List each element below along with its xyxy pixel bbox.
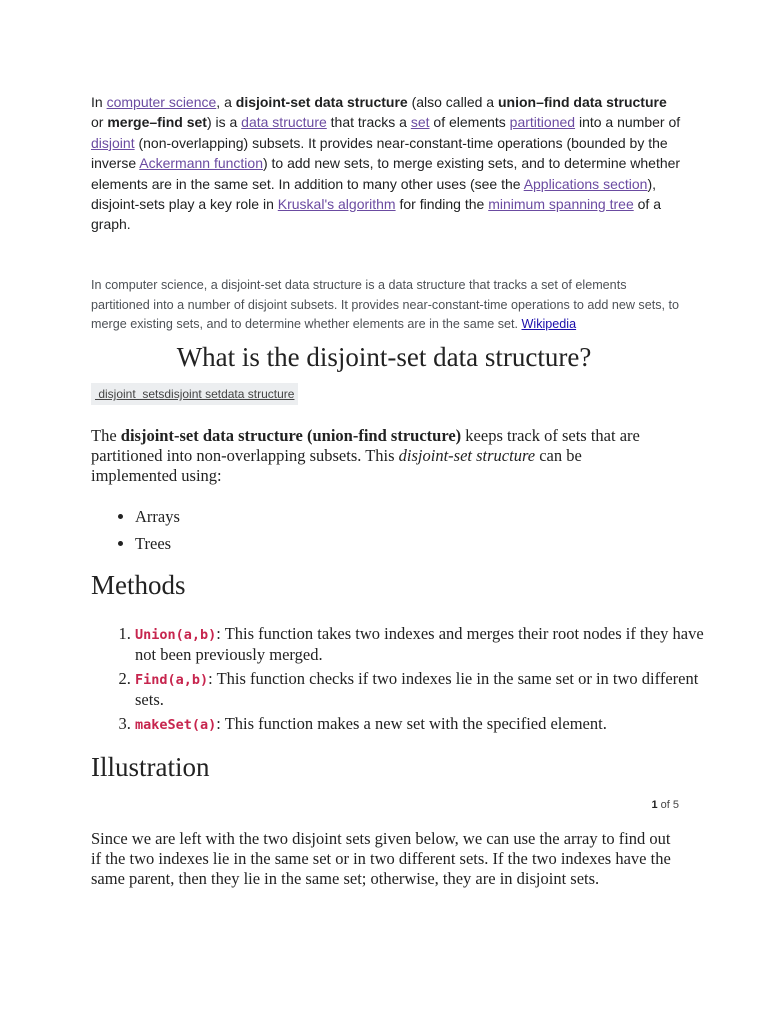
text: can be implemented using: <box>91 446 582 485</box>
method-description: : This function makes a new set with the specified element. <box>216 714 607 733</box>
term-union-find: union–find data structure <box>497 94 667 110</box>
text: In <box>91 94 107 110</box>
methods-heading: Methods <box>91 570 186 600</box>
text: ), disjoint-sets play a key role in <box>91 175 656 213</box>
method-item <box>135 624 725 665</box>
text: of elements <box>429 114 510 131</box>
tag-data-structure[interactable]: data structure <box>221 387 295 401</box>
method-item <box>135 669 725 710</box>
tag-bar <box>91 383 298 405</box>
text: for finding the <box>395 196 489 213</box>
method-item <box>135 714 725 735</box>
page-title: What is the disjoint-set data structure? <box>176 342 592 372</box>
search-snippet <box>91 276 681 335</box>
text: that tracks a <box>326 114 411 131</box>
tag-sets[interactable]: sets <box>139 387 165 401</box>
link-ackermann-function[interactable]: Ackermann function <box>139 155 263 172</box>
term-italic: disjoint-set structure <box>398 446 536 465</box>
link-kruskals-algorithm[interactable]: Kruskal's algorithm <box>277 196 396 213</box>
text: keeps track of sets that are partitioned into non-overlapping subsets. This <box>91 426 640 465</box>
text: into a number of <box>575 114 681 131</box>
link-minimum-spanning-tree[interactable]: minimum spanning tree <box>488 196 634 213</box>
text: ) is a <box>206 114 242 131</box>
link-applications-section[interactable]: Applications section <box>523 175 648 192</box>
link-set[interactable]: set <box>410 114 430 131</box>
term-disjoint-set-data-structure: disjoint-set data structure <box>235 94 408 110</box>
text: ) to add new sets, to merge existing sets, and to determine whether elements are in the same set. In addition to many other uses (see the <box>91 155 681 192</box>
method-description: : This function checks if two indexes lie in the same set or in two different sets. <box>135 669 699 709</box>
closing-paragraph: Since we are left with the two disjoint sets given below, we can use the array to find out if the two indexes lie in the same set or in two different sets. If the two indexes have the same parent, then they lie in the same set; otherwise, they are in disjoint sets. <box>91 829 671 888</box>
text: (also called a <box>407 94 498 110</box>
link-partitioned[interactable]: partitioned <box>509 114 576 131</box>
text: (non-overlapping) subsets. It provides near-constant-time operations (bounded by the inverse <box>91 134 668 172</box>
methods-list <box>91 624 725 739</box>
link-computer-science[interactable]: computer science <box>106 94 217 110</box>
code-find: Find(a,b) <box>135 672 209 688</box>
text: , a <box>216 94 236 110</box>
link-disjoint[interactable]: disjoint <box>91 134 135 151</box>
pager-total: of 5 <box>657 799 679 811</box>
illustration-heading: Illustration <box>91 752 210 782</box>
tag-disjoint-set[interactable]: disjoint set <box>164 387 222 401</box>
code-union: Union(a,b) <box>135 627 217 643</box>
list-item: • Arrays <box>135 503 180 530</box>
text: The <box>91 426 121 445</box>
list-item: • Trees <box>135 530 180 557</box>
term-merge-find-set: merge–find set <box>107 114 207 131</box>
pager-current: 1 <box>651 799 658 811</box>
tag-disjoint[interactable]: disjoint <box>95 387 140 401</box>
wikipedia-paragraph <box>91 92 681 235</box>
intro-paragraph <box>91 426 671 486</box>
text: of a graph. <box>91 196 661 233</box>
method-description: : This function takes two indexes and merges their root nodes if they have not been previously merged. <box>135 624 704 664</box>
term-bold: disjoint-set data structure (union-find structure) <box>120 426 462 445</box>
code-makeset: makeSet(a) <box>135 717 217 733</box>
link-wikipedia[interactable]: Wikipedia <box>521 317 577 332</box>
slide-pager <box>600 799 679 811</box>
snippet-text: In computer science, a disjoint-set data structure is a data structure that tracks a set of elements partitioned into a number of disjoint subsets. It provides near-constant-time operations to add new sets, to merge existing sets, and to determine whether elements are in the same set. <box>91 278 680 332</box>
implementation-list <box>91 503 180 557</box>
link-data-structure[interactable]: data structure <box>241 114 327 131</box>
text: or <box>91 114 108 131</box>
